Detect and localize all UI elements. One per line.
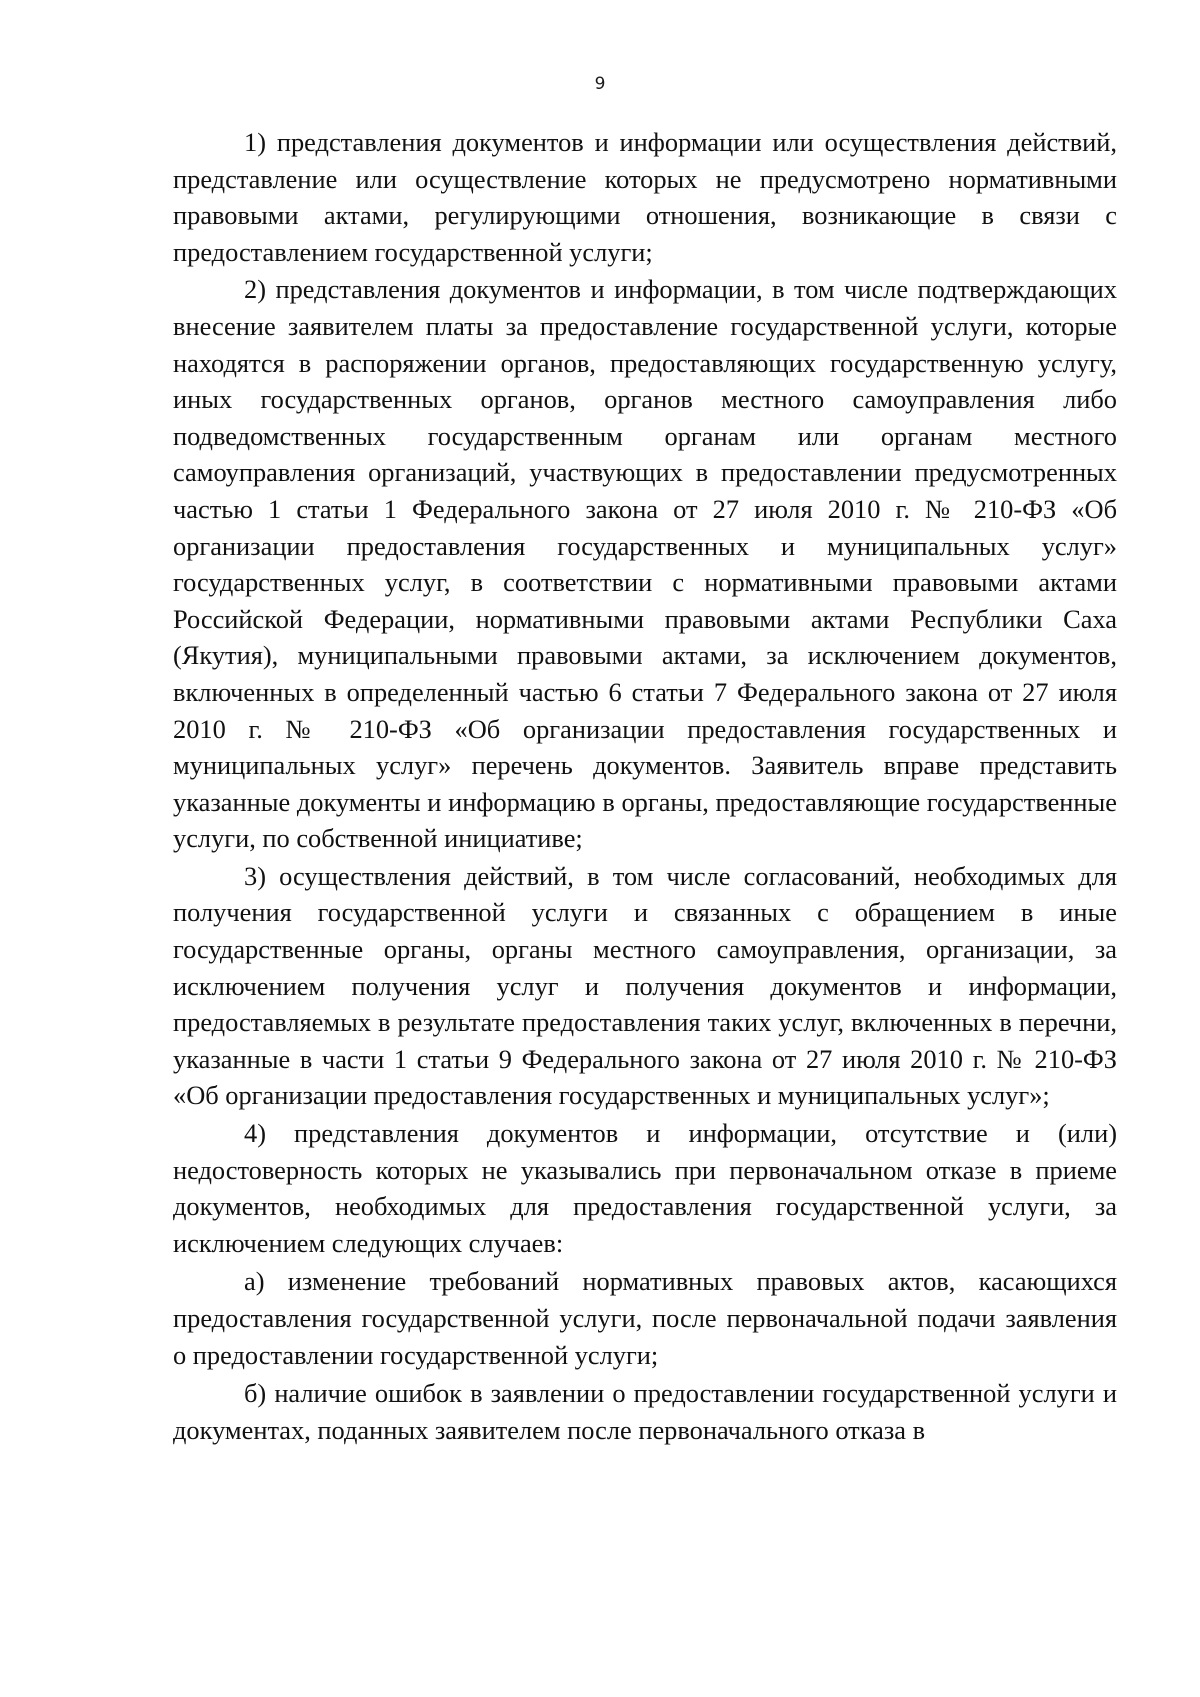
- document-body: [173, 124, 1117, 1449]
- paragraph-4: 4) представления документов и информации, отсутствие и (или) недостоверность которых не указывались при первоначальном отказе в приеме документов, необходимых для предоставления государственной услуги, за исключением следующих случаев:: [173, 1118, 1117, 1258]
- page-number: 9: [594, 74, 606, 94]
- paragraph-6: б) наличие ошибок в заявлении о предоставлении государственной услуги и документах, поданных заявителем после первоначального отказа в: [173, 1378, 1117, 1445]
- paragraph-3: 3) осуществления действий, в том числе согласований, необходимых для получения государственной услуги и связанных с обращением в иные государственные органы, органы местного самоуправления, организации, за исключением получения услуг и получения документов и информации, предоставляемых в результате предоставления таких услуг, включенных в перечни, указанные в части 1 статьи 9 Федерального закона от 27 июля 2010 г. № 210-ФЗ «Об организации предоставления государственных и муниципальных услуг»;: [173, 860, 1117, 1111]
- paragraph-5: а) изменение требований нормативных правовых актов, касающихся предоставления государственной услуги, после первоначальной подачи заявления о предоставлении государственной услуги;: [173, 1266, 1117, 1370]
- paragraph-1: 1) представления документов и информации или осуществления действий, представление или осуществление которых не предусмотрено нормативными правовыми актами, регулирующими отношения, возникающие в связи с предоставлением государственной услуги;: [173, 127, 1117, 267]
- paragraph-2: 2) представления документов и информации, в том числе подтверждающих внесение заявителем платы за предоставление государственной услуги, которые находятся в распоряжении органов, предоставляющих государственную услугу, иных государственных органов, органов местного самоуправления либо подведомственных государственным органам или органам местного самоуправления организаций, участвующих в предоставлении предусмотренных частью 1 статьи 1 Федерального закона от 27 июля 2010 г. № 210-ФЗ «Об организации предоставления государственных и муниципальных услуг» государственных услуг, в соответствии с нормативными правовыми актами Российской Федерации, нормативными правовыми актами Республики Саха (Якутия), муниципальными правовыми актами, за исключением документов, включенных в определенный частью 6 статьи 7 Федерального закона от 27 июля 2010 г. № 210-ФЗ «Об организации предоставления государственных и муниципальных услуг» перечень документов. Заявитель вправе представить указанные документы и информацию в органы, предоставляющие государственные услуги, по собственной инициативе;: [173, 274, 1117, 854]
